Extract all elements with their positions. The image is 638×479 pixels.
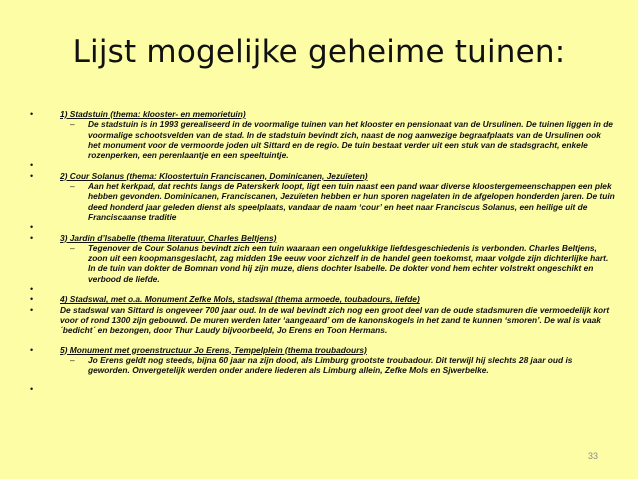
- item-heading: 4) Stadswal, met o.a. Monument Zefke Mols, stadswal (thema armoede, toubadours, liefde): [60, 294, 420, 305]
- item-detail-text: De stadswal van Sittard is ongeveer 700 jaar oud. In de wal bevindt zich nog een groot deel van de oude stadsmuren die vermoedelijk kort voor of rond 1300 zijn gebouwd. De muren werden later ‘aangeaard’ om de kanonskogels in het zand te kunnen ‘smoren’. De wal is vaak ´bedicht´ en bezongen, door Thur Laudy bijvoorbeeld, Jo Erens en Toon Hermans.: [60, 304, 610, 336]
- bullet-icon: •: [30, 232, 34, 243]
- empty-bullet: [30, 160, 615, 170]
- bullet-list: [30, 109, 615, 395]
- empty-bullet: [30, 284, 615, 294]
- item-heading: 2) Cour Solanus (thema: Kloostertuin Franciscanen, Dominicanen, Jezuïeten): [60, 170, 368, 181]
- item-detail-text: Tegenover de Cour Solanus bevindt zich een tuin waaraan een ongelukkige liefdesgeschiedenis is verbonden. Charles Beltjens, zoon uit een koopmansgeslacht, zag midden 19e eeuw voor zichzelf in de handel geen toekomst, maar volgde zijn dichterlijke hart. In de tuin van dokter de Bomnan vond hij zijn muze, diens dochter Isabelle. De dokter vond hem echter volstrekt ongeschikt en verbood de liefde.: [88, 242, 609, 284]
- list-item-stadstuin: [30, 109, 615, 119]
- item-detail-text: Jo Erens geldt nog steeds, bijna 60 jaar na zijn dood, als Limburg grootste troubadour. Dit terwijl hij slechts 28 jaar oud is geworden. Onvergetelijk werden onder andere liederen als Limburg allein, Zefke Mols en Sjwerbelke.: [88, 354, 573, 376]
- bullet-icon: •: [30, 222, 34, 233]
- empty-bullet: [30, 222, 615, 232]
- bullet-icon: •: [30, 284, 34, 295]
- item-detail: [30, 243, 615, 284]
- list-item-stadswal-detail: [30, 305, 615, 336]
- dash-icon: –: [70, 181, 75, 192]
- item-heading: 5) Monument met groenstructuur Jo Erens, Tempelplein (thema troubadours): [60, 344, 367, 355]
- dash-icon: –: [70, 119, 75, 130]
- item-heading: 3) Jardin d’Isabelle (thema literatuur, Charles Beltjens): [60, 232, 277, 243]
- bullet-icon: •: [30, 304, 34, 315]
- list-item-stadswal: [30, 294, 615, 304]
- list-item-jardin-isabelle: [30, 233, 615, 243]
- dash-icon: –: [70, 354, 75, 365]
- empty-bullet: [30, 384, 615, 394]
- bullet-icon: •: [30, 344, 34, 355]
- bullet-icon: •: [30, 160, 34, 171]
- item-detail-text: Aan het kerkpad, dat rechts langs de Paterskerk loopt, ligt een tuin naast een pand waar diverse kloostergemeenschappen een plek hebben gevonden. Dominicanen, Franciscanen, Jezuïeten hebben er hun sporen nagelaten in de afgelopen honderden jaren. De tuin deed honderd jaar geleden dienst als speelplaats, vandaar de naam ‘cour’ en heet naar Franciscus Solanus, een heilige uit de Franciscaanse traditie: [88, 181, 615, 222]
- bullet-icon: •: [30, 384, 34, 395]
- item-detail: [30, 181, 615, 222]
- dash-icon: –: [70, 242, 75, 253]
- item-heading: 1) Stadstuin (thema: klooster- en memorietuin): [60, 109, 246, 119]
- slide-title: Lijst mogelijke geheime tuinen:: [72, 34, 566, 70]
- bullet-icon: •: [30, 109, 34, 119]
- item-detail: [30, 119, 615, 160]
- list-item-cour-solanus: [30, 171, 615, 181]
- page-number: 33: [587, 451, 598, 461]
- bullet-icon: •: [30, 170, 34, 181]
- item-detail: [30, 355, 615, 376]
- bullet-icon: •: [30, 294, 34, 305]
- item-detail-text: De stadstuin is in 1993 gerealiseerd in de voormalige tuinen van het klooster en pensionaat van de Ursulinen. De tuinen liggen in de voormalige schootsvelden van de stad. In de stadstuin bevindt zich, naast de nog aanwezige begraafplaats van de Ursulinen ook het monument voor de vermoorde joden uit Sittard en de regio. De tuin bestaat verder uit een stuk van de stadsgracht, enkele rozenperken, een perenlaantje en een speeltuintje.: [88, 119, 613, 161]
- list-item-monument-jo-erens: [30, 345, 615, 355]
